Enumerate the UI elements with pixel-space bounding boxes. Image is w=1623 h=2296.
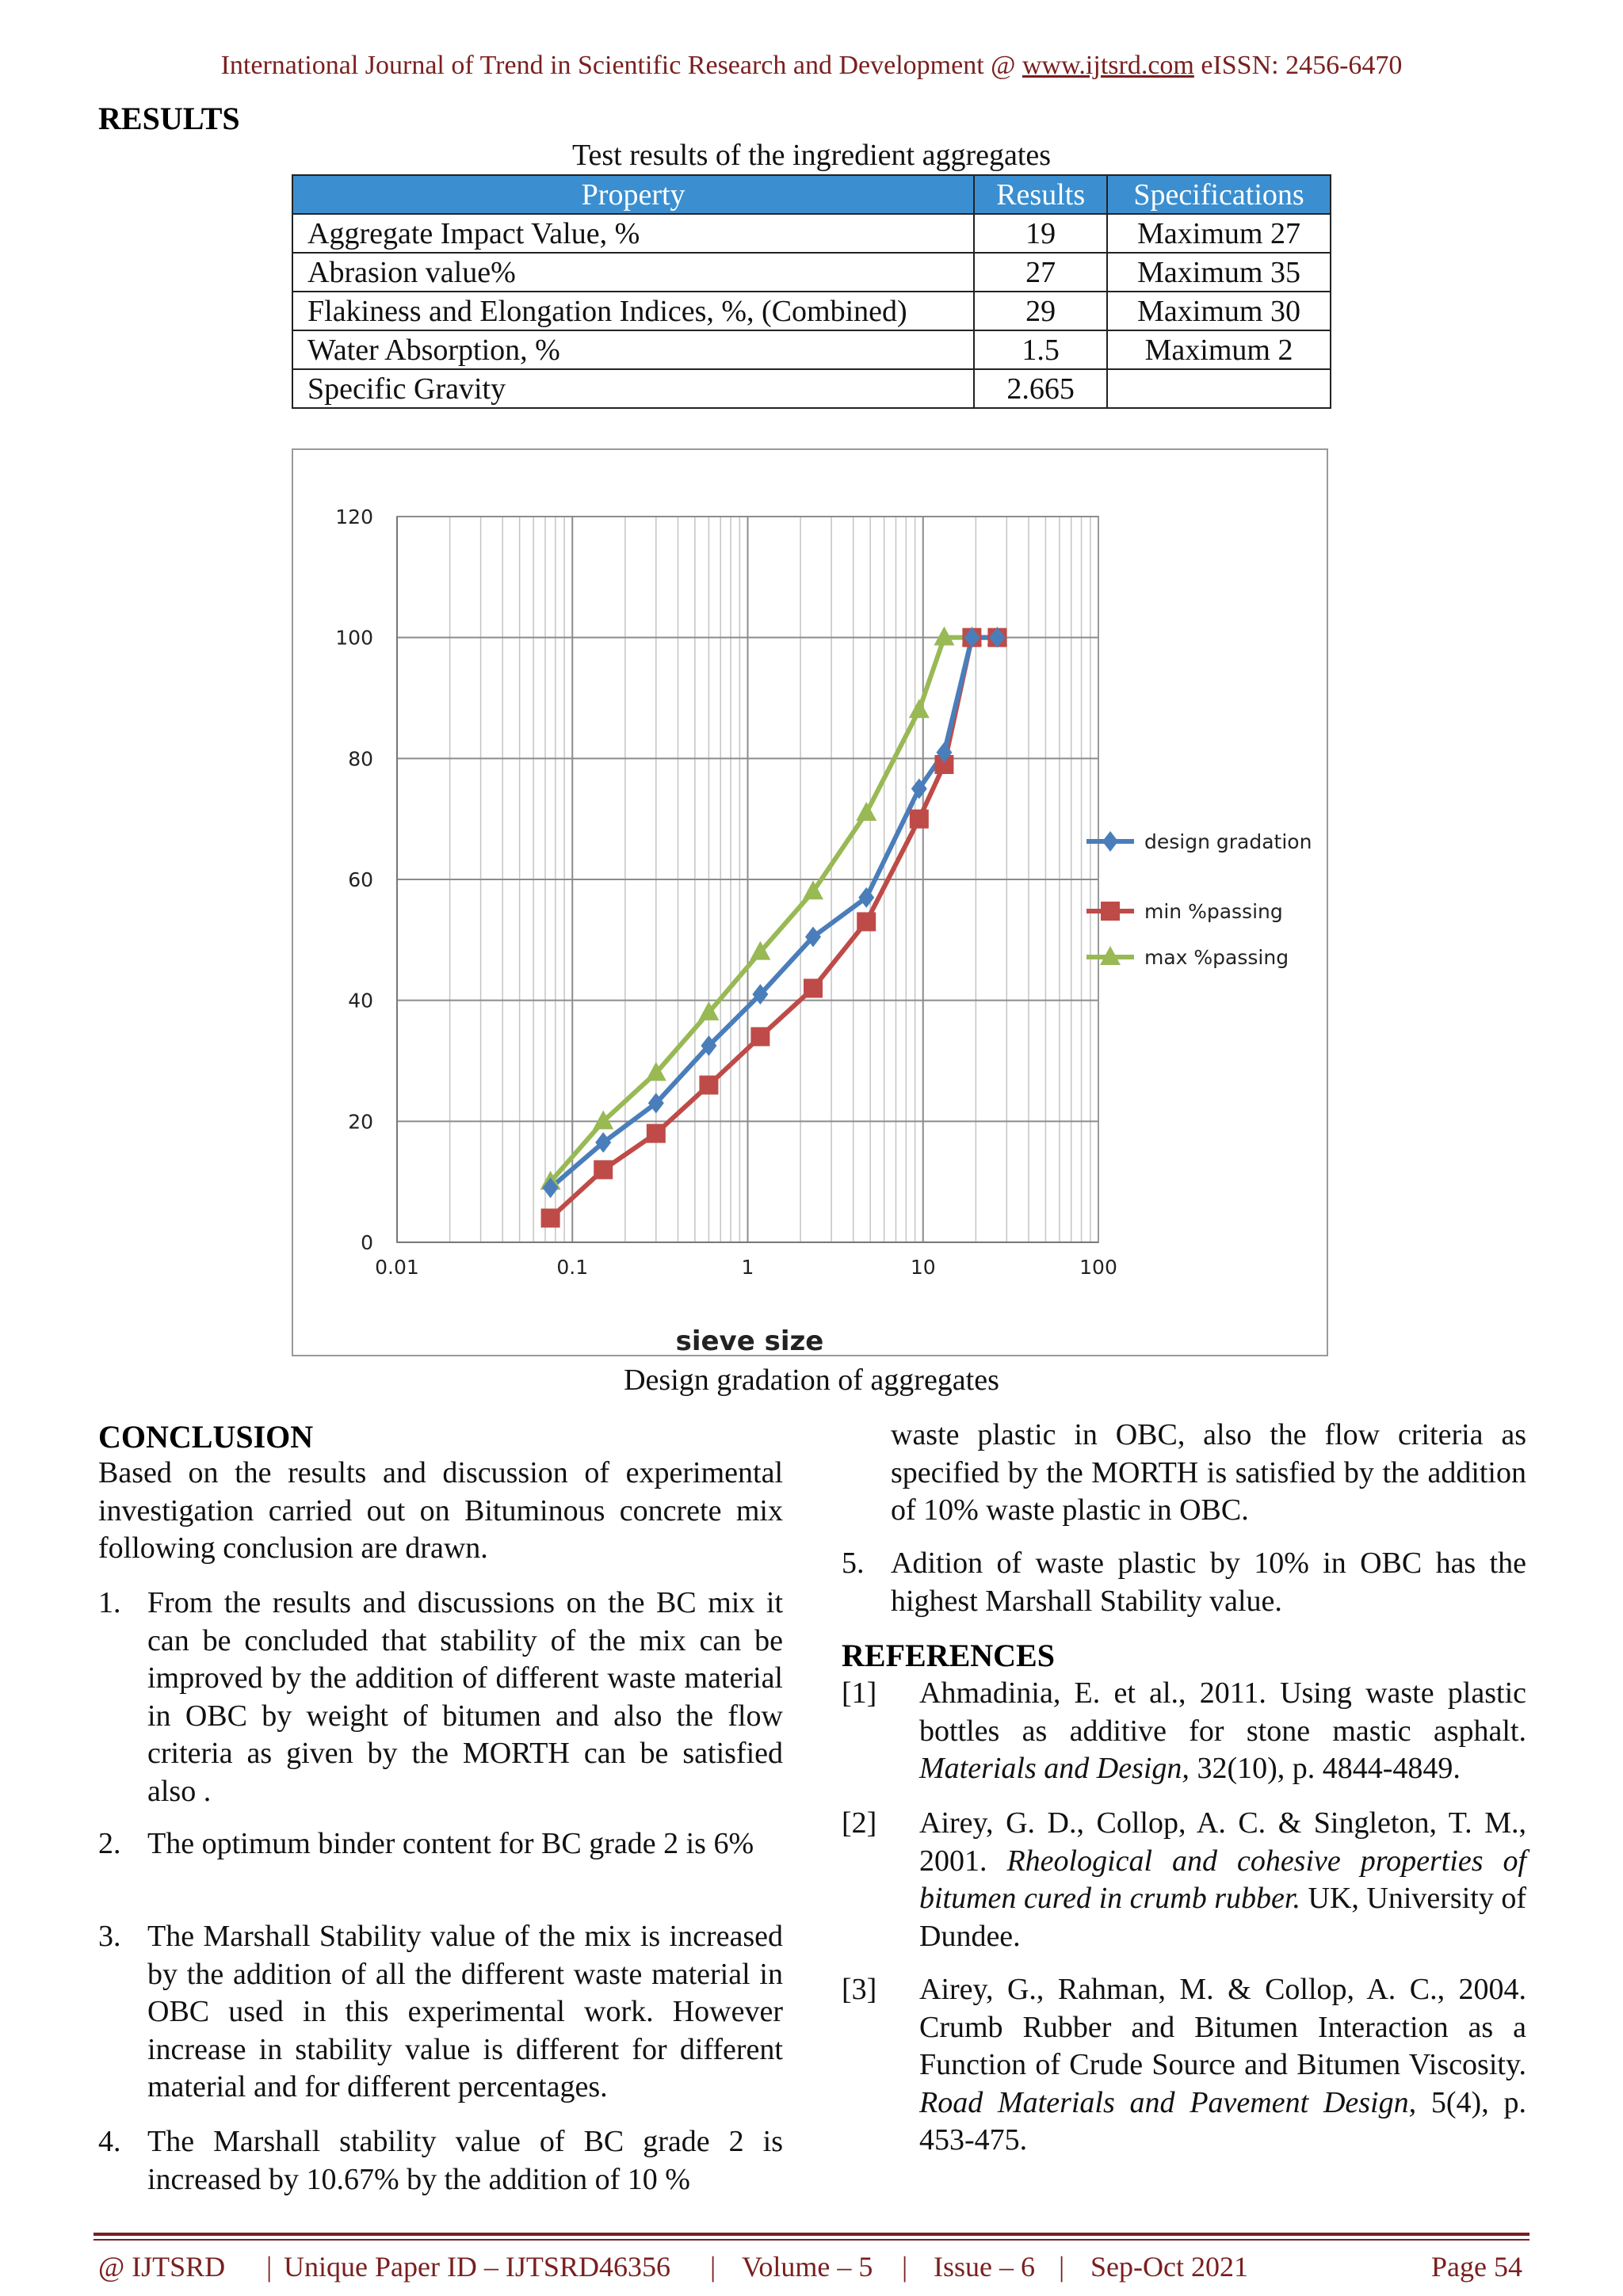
header-url-link[interactable]: www.ijtsrd.com — [1022, 51, 1194, 80]
conclusion-item-continued: waste plastic in OBC, also the flow criteria as specified by the MORTH is satisfied by the addition of 10% waste plastic in OBC. — [891, 1418, 1526, 1527]
property-cell: Flakiness and Elongation Indices, %, (Combined) — [292, 292, 974, 330]
reference-details: 32(10), p. 4844-4849. — [1189, 1752, 1461, 1786]
y-tick-label: 0 — [361, 1231, 373, 1254]
list-number: 3. — [98, 1920, 121, 1953]
y-tick-label: 40 — [348, 989, 373, 1013]
conclusion-intro: Based on the results and discussion of experimental investigation carried out on Bituminous concrete mix following conclusion are drawn. — [98, 1456, 783, 1566]
table-row — [292, 369, 1331, 408]
reference-number: [2] — [842, 1806, 877, 1840]
gradation-chart-frame — [292, 448, 1328, 1356]
table-header-row — [292, 175, 1331, 214]
y-tick-label: 20 — [348, 1110, 373, 1134]
table-row — [292, 214, 1331, 253]
result-cell: 1.5 — [974, 330, 1107, 369]
property-cell: Specific Gravity — [292, 369, 974, 408]
reference-details: UK, University of Dundee. — [919, 1882, 1526, 1953]
header-journal-name: International Journal of Trend in Scientific Research and Development @ — [220, 51, 1022, 80]
property-cell: Water Absorption, % — [292, 330, 974, 369]
conclusion-heading: CONCLUSION — [98, 1419, 314, 1455]
legend-label: max %passing — [1144, 946, 1289, 969]
min-passing-point — [857, 912, 876, 931]
column-header-property: Property — [292, 175, 974, 214]
x-tick-label: 1 — [741, 1256, 754, 1279]
footer-paper-id: Unique Paper ID – IJTSRD46356 — [284, 2251, 670, 2283]
y-tick-label: 120 — [335, 505, 373, 528]
result-cell: 2.665 — [974, 369, 1107, 408]
result-cell: 19 — [974, 214, 1107, 253]
footer-separator: | — [710, 2251, 716, 2283]
spec-cell — [1107, 369, 1331, 408]
footer-issue: Issue – 6 — [934, 2251, 1035, 2283]
reference-number: [3] — [842, 1973, 877, 2006]
spec-cell: Maximum 35 — [1107, 253, 1331, 292]
column-header-results: Results — [974, 175, 1107, 214]
reference-text: Airey, G., Rahman, M. & Collop, A. C., 2004. Crumb Rubber and Bitumen Interaction as a Function of Crude Source and Bitumen Viscosity. — [919, 1973, 1526, 2082]
footer-separator: | — [1059, 2251, 1065, 2283]
conclusion-item: Adition of waste plastic by 10% in OBC has the highest Marshall Stability value. — [891, 1547, 1526, 1618]
result-cell: 29 — [974, 292, 1107, 330]
y-tick-label: 60 — [348, 868, 373, 891]
reference-text: Airey, G. D., Collop, A. C. & Singleton, T. M., 2001. — [919, 1806, 1526, 1878]
aggregate-results-table — [292, 174, 1331, 409]
reference-source: Road Materials and Pavement Design, — [919, 2085, 1417, 2119]
x-axis-label: sieve size — [675, 1325, 824, 1355]
list-number: 4. — [98, 2125, 121, 2158]
footer-separator: | — [902, 2251, 908, 2283]
footer-separator: | — [266, 2251, 273, 2283]
reference-source: Rheological and cohesive properties of bitumen cured in crumb rubber. — [919, 1844, 1527, 1916]
spec-cell: Maximum 27 — [1107, 214, 1331, 253]
spec-cell: Maximum 30 — [1107, 292, 1331, 330]
table-row — [292, 330, 1331, 369]
footer-rule — [94, 2239, 1529, 2241]
header-issn: eISSN: 2456-6470 — [1193, 51, 1403, 80]
reference-item — [919, 1971, 1526, 2160]
reference-text: Ahmadinia, E. et al., 2011. Using waste plastic bottles as additive for stone mastic asphalt. — [919, 1676, 1526, 1748]
list-number: 1. — [98, 1586, 121, 1619]
results-heading: RESULTS — [98, 101, 240, 136]
conclusion-item: The optimum binder content for BC grade 2 is 6% — [147, 1827, 754, 1860]
running-header — [0, 51, 1623, 81]
x-tick-label: 100 — [1079, 1256, 1117, 1279]
property-cell: Abrasion value% — [292, 253, 974, 292]
list-number: 2. — [98, 1827, 121, 1860]
legend-label: min %passing — [1144, 900, 1283, 923]
reference-details: 5(4), p. 453-475. — [919, 2085, 1526, 2157]
min-passing-point — [594, 1160, 613, 1179]
references-heading: REFERENCES — [842, 1638, 1055, 1673]
design-gradation-point — [1102, 831, 1118, 852]
reference-source: Materials and Design, — [919, 1752, 1190, 1786]
footer-date: Sep-Oct 2021 — [1090, 2251, 1248, 2283]
gradation-chart — [293, 450, 1327, 1355]
table-row — [292, 253, 1331, 292]
x-tick-label: 0.1 — [556, 1256, 589, 1279]
x-tick-label: 10 — [910, 1256, 936, 1279]
min-passing-point — [647, 1124, 666, 1143]
conclusion-item: The Marshall stability value of BC grade 2 is increased by 10.67% by the addition of 10 % — [147, 2125, 783, 2196]
x-tick-label: 0.01 — [375, 1256, 419, 1279]
conclusion-item: The Marshall Stability value of the mix is increased by the addition of all the different waste material in OBC used in this experimental work. However increase in stability value is different for different material and for different percentages. — [147, 1920, 783, 2104]
result-cell: 27 — [974, 253, 1107, 292]
chart-caption: Design gradation of aggregates — [624, 1363, 999, 1397]
table-row — [292, 292, 1331, 330]
min-passing-point — [804, 978, 823, 997]
list-number: 5. — [842, 1547, 865, 1580]
y-tick-label: 80 — [348, 747, 373, 771]
reference-item — [919, 1675, 1526, 1788]
min-passing-point — [541, 1208, 560, 1227]
min-passing-point — [1101, 902, 1120, 921]
legend-label: design gradation — [1144, 830, 1312, 853]
property-cell: Aggregate Impact Value, % — [292, 214, 974, 253]
table-caption: Test results of the ingredient aggregates — [571, 139, 1052, 172]
footer-journal: @ IJTSRD — [98, 2251, 226, 2283]
min-passing-point — [750, 1027, 769, 1046]
min-passing-point — [910, 810, 929, 829]
min-passing-point — [699, 1076, 718, 1095]
conclusion-item: From the results and discussions on the BC mix it can be concluded that stability of the mix can be improved by the addition of different waste material in OBC by weight of bitumen and also the flow criteria as given by the MORTH can be satisfied also . — [147, 1586, 783, 1808]
column-header-specifications: Specifications — [1107, 175, 1331, 214]
footer-rule — [94, 2233, 1529, 2236]
reference-item — [919, 1805, 1526, 1955]
spec-cell: Maximum 2 — [1107, 330, 1331, 369]
footer-page-number: Page 54 — [1431, 2251, 1522, 2283]
y-tick-label: 100 — [335, 626, 373, 650]
footer-volume: Volume – 5 — [742, 2251, 873, 2283]
reference-number: [1] — [842, 1676, 877, 1710]
